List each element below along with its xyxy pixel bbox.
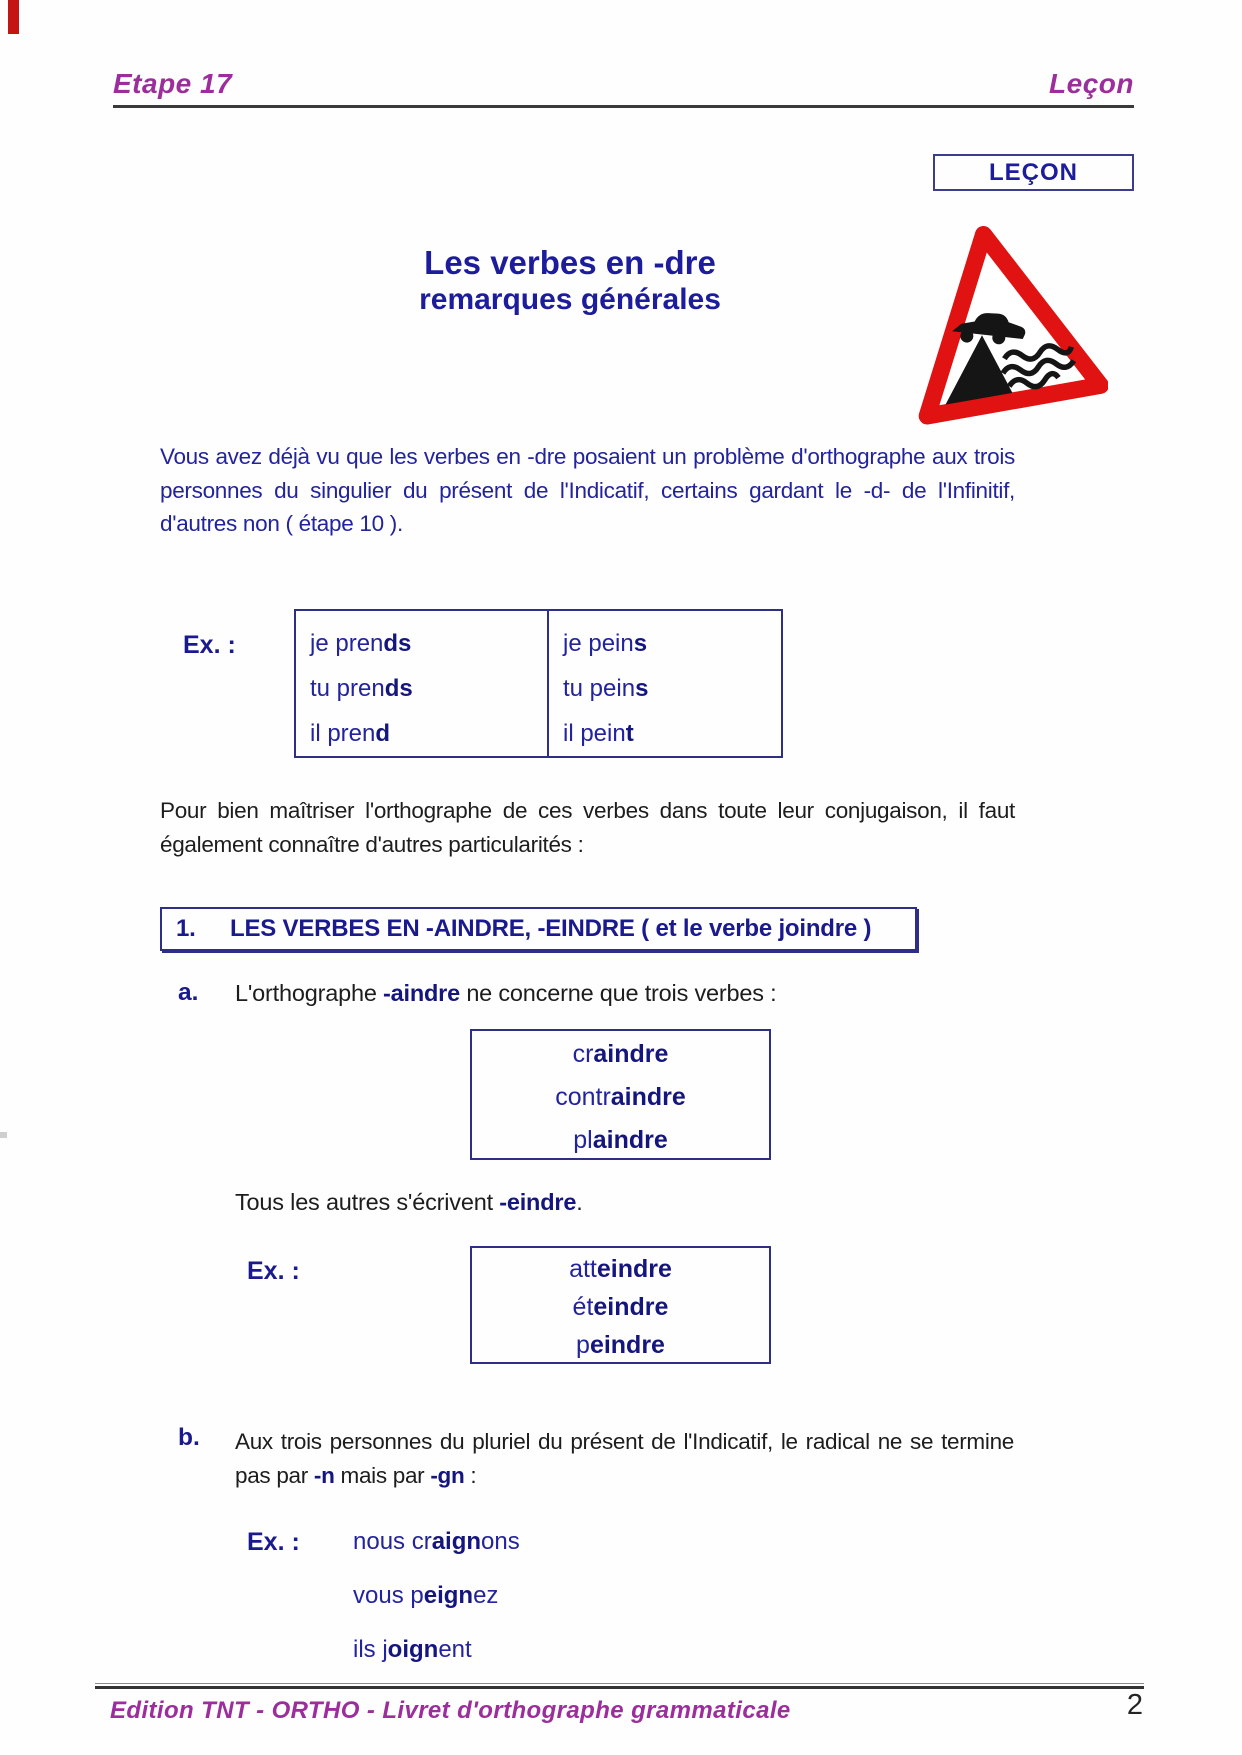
table-cell: il pren d [310, 719, 391, 747]
verb-line: atteindre [569, 1255, 672, 1283]
page-number: 2 [1126, 1689, 1143, 1721]
example-b-lines [353, 1528, 520, 1690]
quayside-danger-sign-icon [893, 216, 1108, 431]
footer-text: Edition TNT - ORTHO - Livret d'orthographe grammaticale [110, 1697, 791, 1724]
section-heading-box [160, 907, 917, 951]
table-cell: je pein s [563, 629, 648, 657]
example-line: vous peignez [353, 1582, 499, 1609]
example-line: ils joignent [353, 1636, 472, 1663]
lecon-badge [933, 154, 1134, 191]
verb-line: contraindre [555, 1083, 686, 1111]
conjugation-table [294, 609, 783, 758]
header-etape-label: Etape 17 [113, 68, 233, 99]
table-column-peindre [549, 611, 781, 756]
example-label-3: Ex. : [247, 1528, 300, 1556]
verb-line: craindre [572, 1040, 669, 1068]
title-line-1: Les verbes en -dre [424, 244, 716, 281]
verb-line: plaindre [573, 1126, 668, 1154]
verb-line: peindre [576, 1331, 665, 1359]
tous-les-autres-line: Tous les autres s'écrivent -eindre. [235, 1189, 583, 1215]
body-paragraph: Pour bien maîtriser l'orthographe de ces verbes dans toute leur conjugaison, il faut également connaître d'autres particularités : [160, 798, 1015, 857]
item-marker-a: a. [178, 979, 199, 1006]
verb-line: éteindre [572, 1293, 669, 1321]
example-label-1: Ex. : [183, 631, 236, 659]
footer-rule [95, 1686, 1144, 1689]
title-line-2: remarques générales [419, 283, 721, 316]
item-a-text: L'orthographe -aindre ne concerne que trois verbes : [235, 980, 777, 1006]
verbs-aindre-box [470, 1029, 771, 1160]
section-number: 1. [176, 915, 196, 942]
example-line: nous craignons [353, 1528, 520, 1555]
page-header [113, 52, 1134, 108]
table-cell: il pein t [563, 719, 634, 747]
lesson-title [305, 243, 835, 317]
table-cell: je pren ds [310, 629, 412, 657]
verbs-eindre-box [470, 1246, 771, 1364]
red-scan-mark [8, 0, 19, 34]
item-b-text: Aux trois personnes du pluriel du présent de l'Indicatif, le radical ne se termine pas par -n mais par -gn : [235, 1429, 1014, 1488]
header-lecon-label: Leçon [1049, 68, 1134, 99]
lecon-badge-label: LEÇON [989, 158, 1078, 186]
table-cell: tu pein s [563, 674, 649, 702]
intro-paragraph: Vous avez déjà vu que les verbes en -dre posaient un problème d'orthographe aux trois personnes du singulier du présent de l'Indicatif, certains gardant le -d- de l'Infinitif, d'autres non ( étape 10 ). [160, 444, 1015, 536]
scan-artifact [0, 1132, 7, 1138]
example-label-2: Ex. : [247, 1257, 300, 1285]
section-title: LES VERBES EN -AINDRE, -EINDRE ( et le verbe joindre ) [230, 915, 872, 942]
item-marker-b: b. [178, 1424, 200, 1451]
table-cell: tu pren ds [310, 674, 413, 702]
table-column-prendre [296, 611, 549, 756]
